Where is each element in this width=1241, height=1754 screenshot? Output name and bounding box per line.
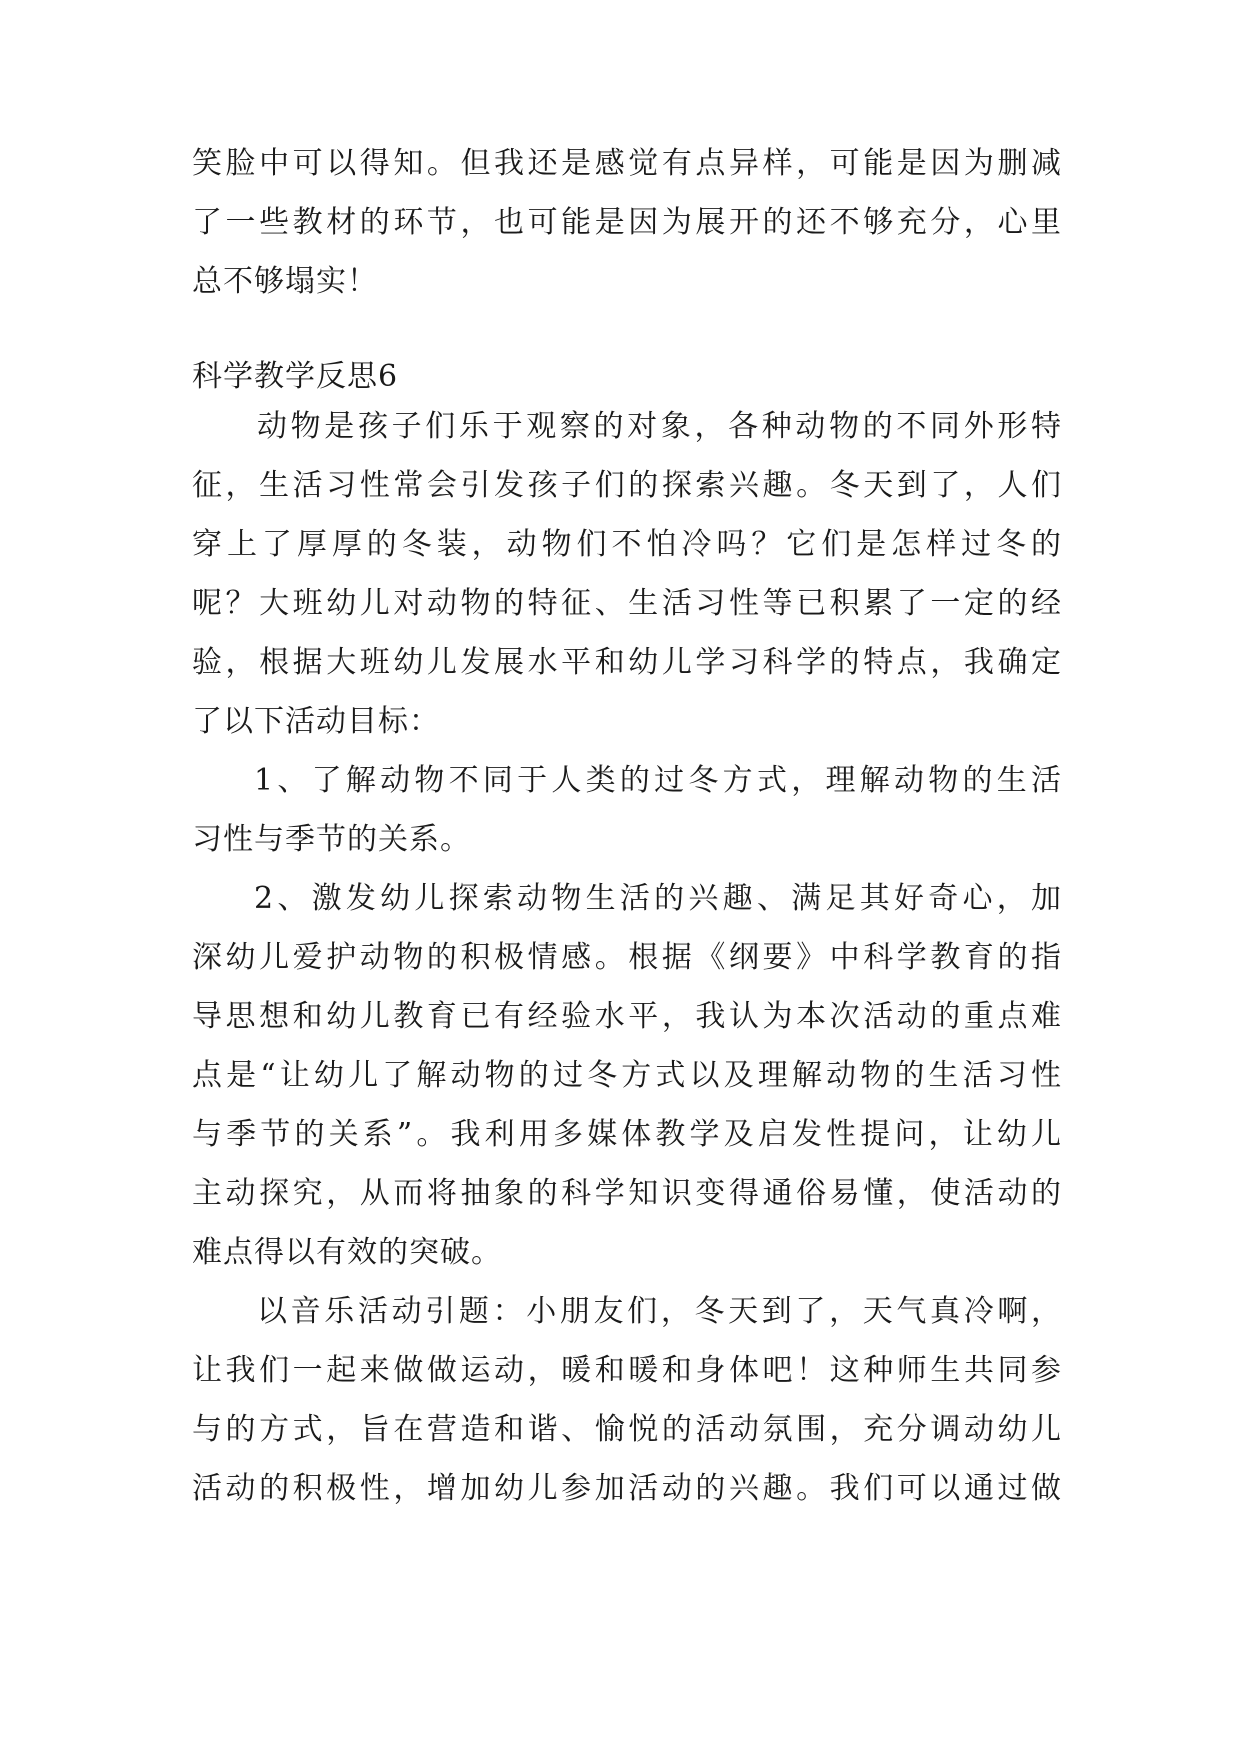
text-line: 让我们一起来做做运动，暖和暖和身体吧！这种师生共同参 [192, 1353, 1062, 1388]
text-line: 与的方式，旨在营造和谐、愉悦的活动氛围，充分调动幼儿 [192, 1412, 1062, 1447]
text-line: 点是“让幼儿了解动物的过冬方式以及理解动物的生活习性 [192, 1058, 1062, 1093]
text-line: 总不够塌实！ [192, 264, 378, 299]
text-line: 穿上了厚厚的冬装，动物们不怕冷吗？它们是怎样过冬的 [192, 527, 1062, 562]
text-line: 呢？大班幼儿对动物的特征、生活习性等已积累了一定的经 [192, 586, 1062, 621]
section-heading: 科学教学反思6 [192, 359, 399, 394]
text-line: 验，根据大班幼儿发展水平和幼儿学习科学的特点，我确定 [192, 645, 1062, 680]
text-line: 了以下活动目标： [192, 704, 440, 739]
text-line: 动物是孩子们乐于观察的对象，各种动物的不同外形特 [257, 409, 1062, 444]
text-line: 活动的积极性，增加幼儿参加活动的兴趣。我们可以通过做 [192, 1471, 1062, 1506]
text-line: 1、了解动物不同于人类的过冬方式，理解动物的生活 [254, 763, 1062, 798]
text-line: 以音乐活动引题：小朋友们，冬天到了，天气真冷啊， [257, 1294, 1062, 1329]
text-line: 主动探究，从而将抽象的科学知识变得通俗易懂，使活动的 [192, 1176, 1062, 1211]
text-line: 深幼儿爱护动物的积极情感。根据《纲要》中科学教育的指 [192, 940, 1062, 975]
text-line: 征，生活习性常会引发孩子们的探索兴趣。冬天到了，人们 [192, 468, 1062, 503]
text-line: 习性与季节的关系。 [192, 822, 471, 857]
text-line: 笑脸中可以得知。但我还是感觉有点异样，可能是因为删减 [192, 146, 1062, 181]
text-line: 导思想和幼儿教育已有经验水平，我认为本次活动的重点难 [192, 999, 1062, 1034]
text-line: 了一些教材的环节，也可能是因为展开的还不够充分，心里 [192, 205, 1062, 240]
text-line: 与季节的关系”。我利用多媒体教学及启发性提问，让幼儿 [192, 1117, 1062, 1152]
text-line: 难点得以有效的突破。 [192, 1235, 502, 1270]
text-line: 2、激发幼儿探索动物生活的兴趣、满足其好奇心，加 [254, 881, 1062, 916]
